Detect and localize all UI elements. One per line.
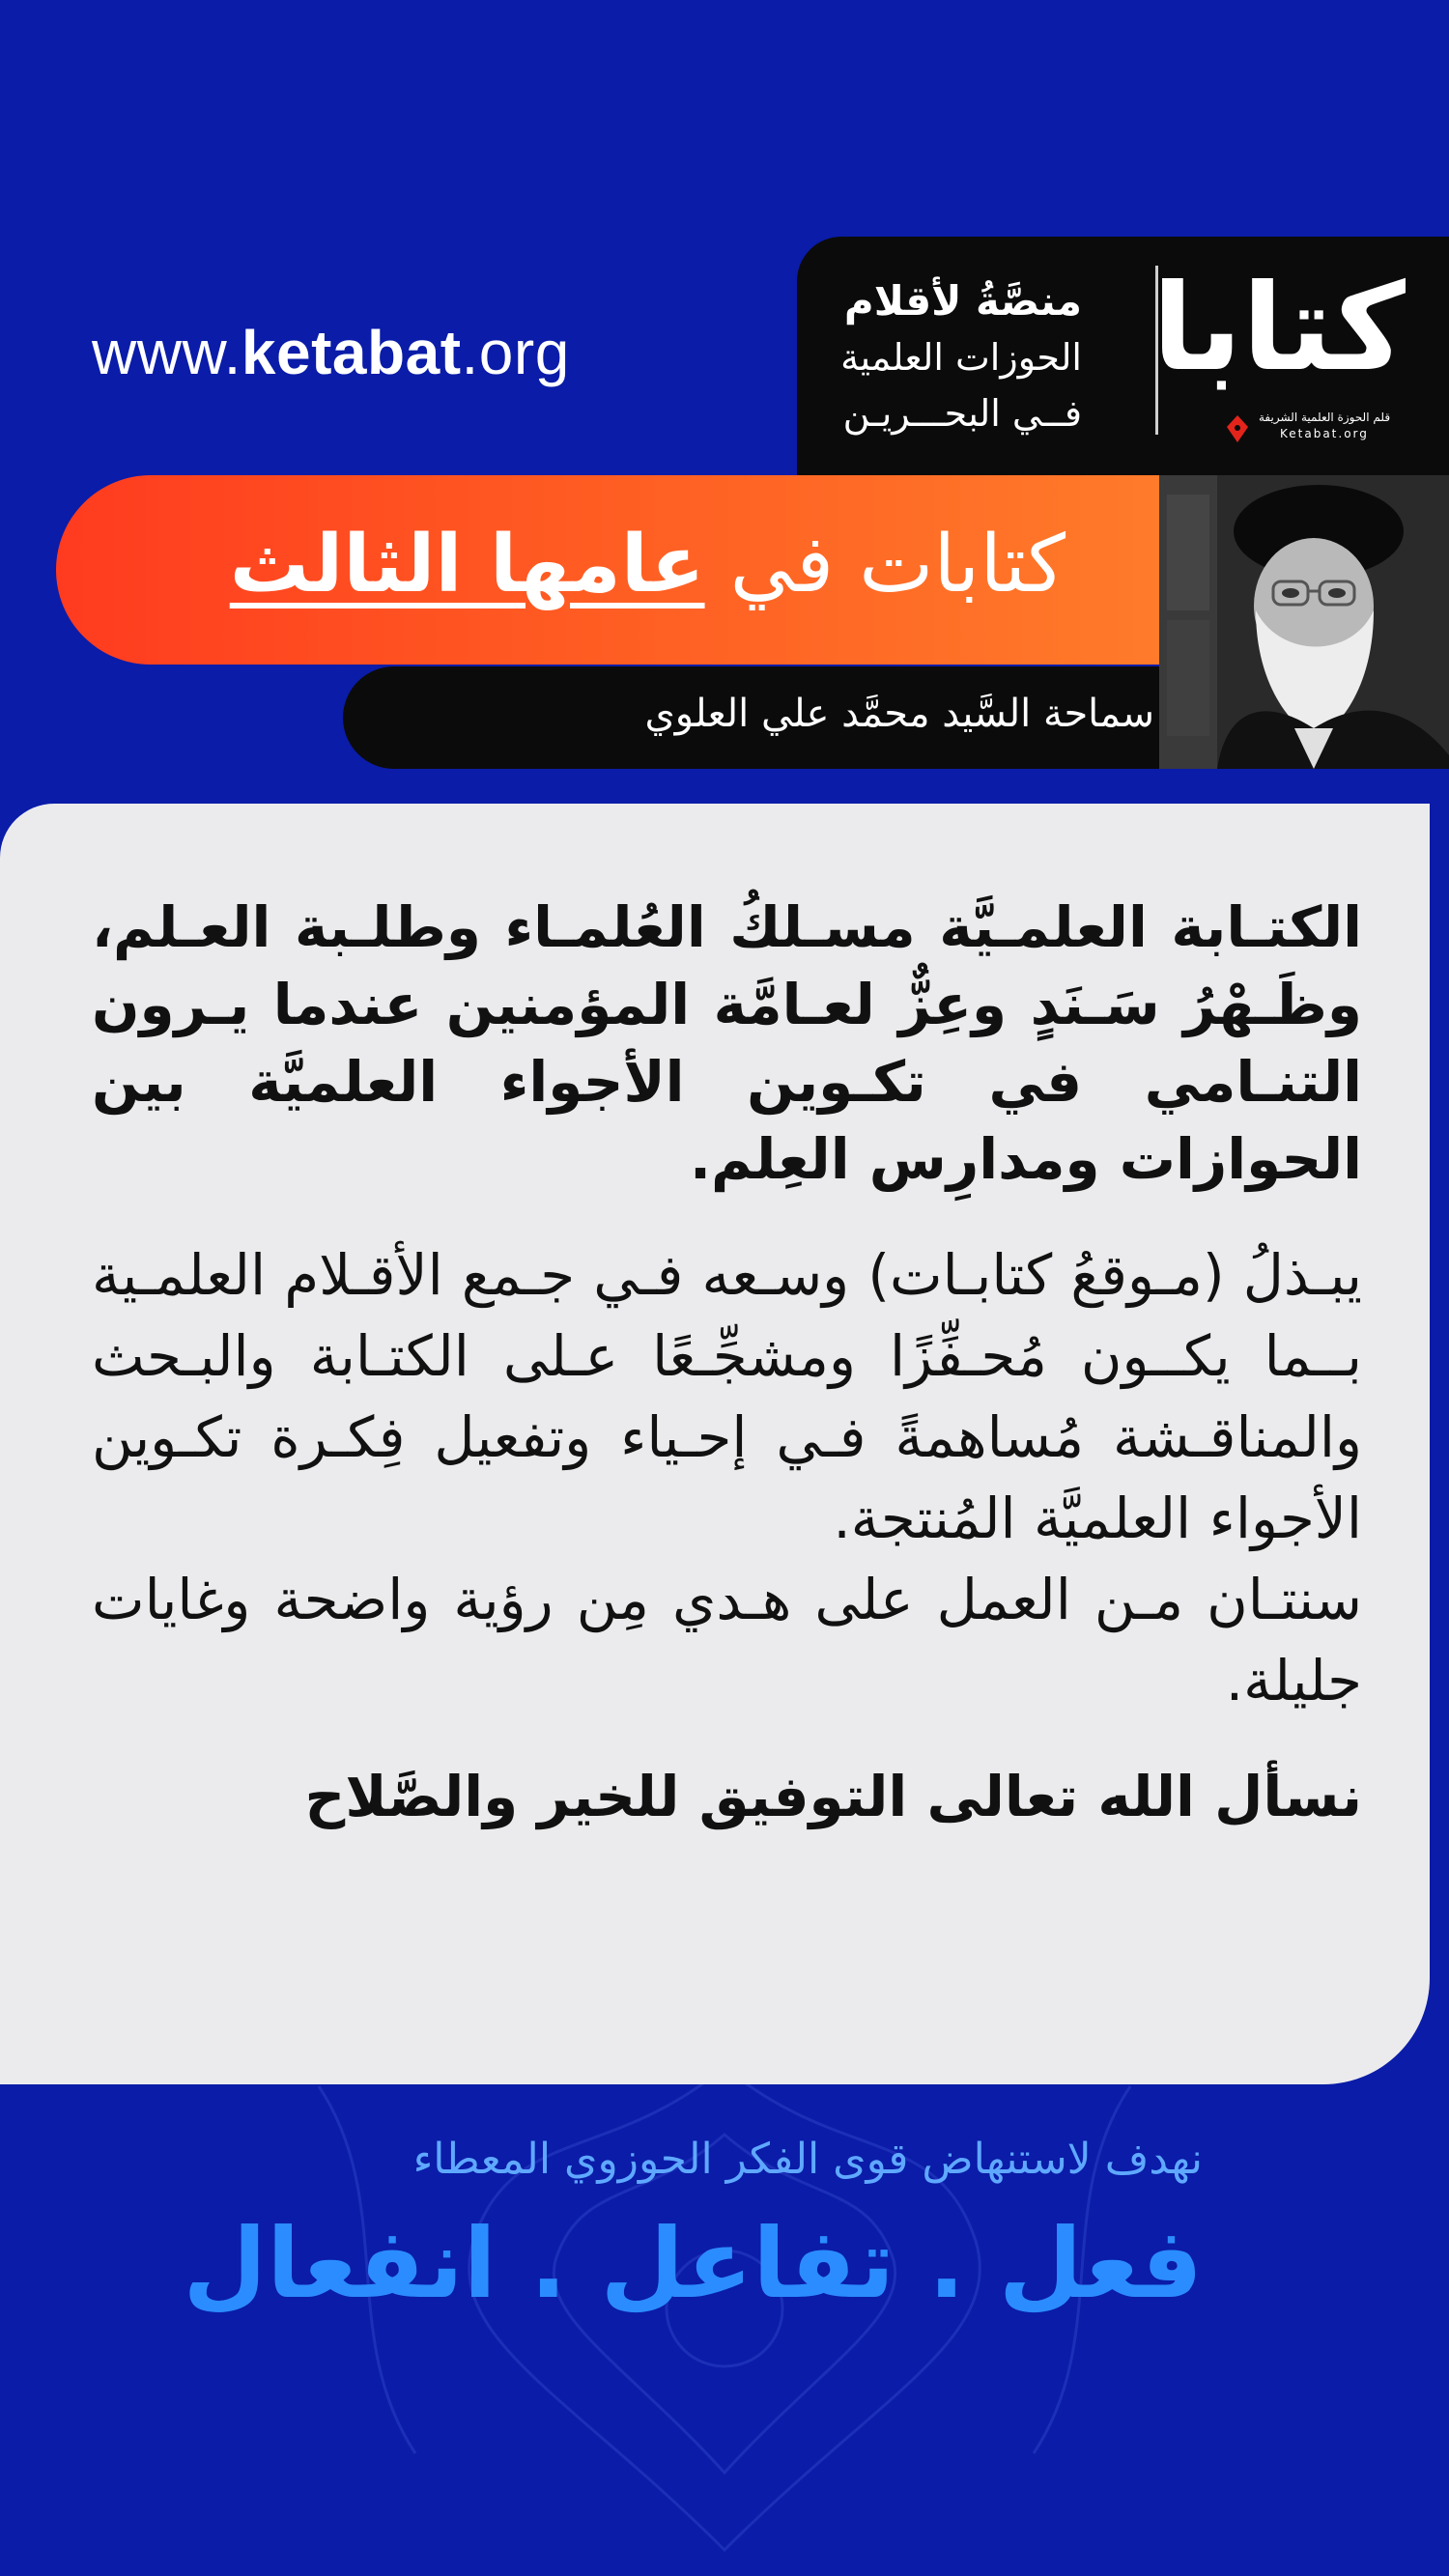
logo-latin: Ketabat.org (1280, 427, 1369, 440)
pen-nib-icon (1227, 415, 1248, 442)
platform-tagline (792, 273, 1082, 441)
title-banner (56, 475, 1162, 665)
author-portrait (1159, 475, 1449, 769)
statement-body (92, 889, 1362, 1837)
tagline-line-3: فــي البحـــريـن (842, 392, 1082, 435)
portrait-illustration (1159, 475, 1449, 769)
author-name: سماحة السَّيد محمَّد علي العلوي (644, 692, 1154, 736)
tagline-line-2: الحوزات العلمية (840, 336, 1082, 379)
logo-block (797, 237, 1449, 480)
banner-title-plain: كتابات في (704, 519, 1065, 610)
site-url[interactable] (92, 317, 570, 388)
closing-prayer: نسأل الله تعالى التوفيق للخير والصَّلاح (304, 1764, 1362, 1829)
footer-slogan: فعل . تفاعل . انفعال (183, 2207, 1203, 2320)
paragraph-1: الكتـابة العلمـيَّة مسـلكُ العُلمـاء وطلـبة العـلم، وظَـهْرُ سَـنَدٍ وعِزٌّ لعـامَّة المؤمنين عندما يـرون التنـامي في تكـوين الأجواء العلميَّة بين الحوازات ومدارِس العِلم. (92, 894, 1362, 1192)
banner-title (230, 512, 1065, 618)
tagline-line-1: منصَّةُ لأقلام (843, 277, 1082, 325)
author-pill (343, 666, 1212, 769)
ketabat-logo: كتابا (1151, 259, 1406, 398)
paragraph-3: سنتـان مـن العمل على هـدي مِن رؤية واضحة وغايات جليلة. (92, 1567, 1362, 1713)
statement-card (0, 804, 1430, 2084)
url-brand: ketabat (241, 318, 462, 387)
footer-tagline: نهدف لاستنهاض قوى الفكر الحوزوي المعطاء (412, 2135, 1203, 2184)
url-suffix: .org (461, 318, 570, 387)
logo-subtext: قلم الحوزة العلمية الشريفة (1259, 410, 1391, 424)
url-prefix: www. (92, 318, 242, 387)
banner-title-emphasis: عامها الثالث (229, 519, 705, 610)
paragraph-2: يبـذلُ (مـوقعُ كتابـات) وسـعه فـي جـمع الأقـلام العلمـية بــما يكــون مُحـفِّزًا ومشجِّـعًا عـلى الكتـابة والبـحث والمناقـشة مُساهمةً فـي إحـياء وتفعيل فِكـرة تكـوين الأجواء العلميَّة المُنتجة. (92, 1242, 1362, 1551)
